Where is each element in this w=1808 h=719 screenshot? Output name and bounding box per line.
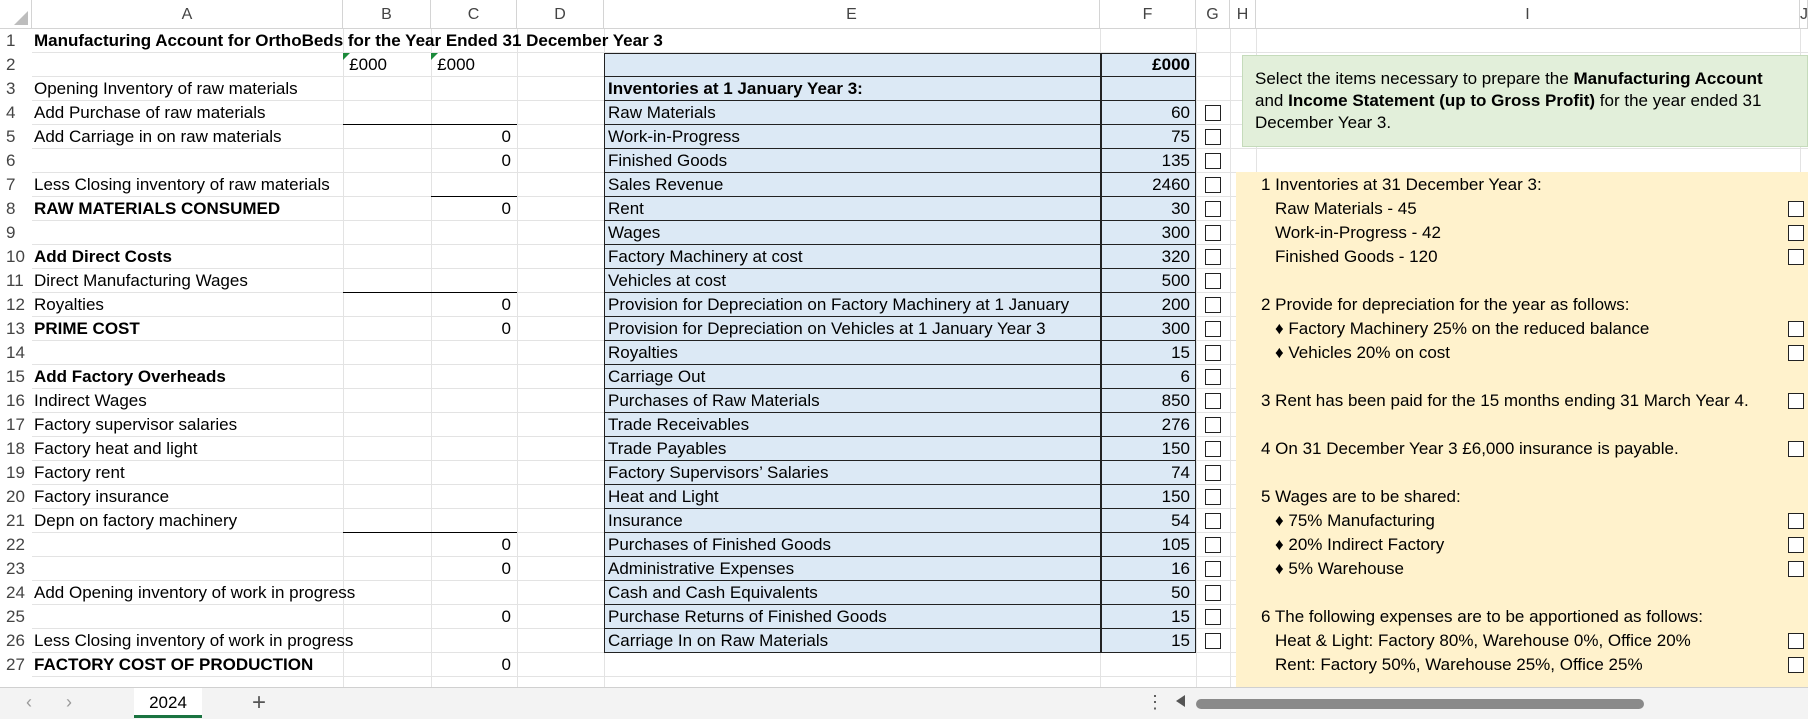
row-header-17[interactable]: 17 (6, 415, 25, 434)
row-header-24[interactable]: 24 (6, 583, 25, 602)
account-line-label[interactable]: Factory rent (34, 463, 125, 482)
adjustment-checkbox[interactable] (1788, 225, 1804, 241)
account-line-label[interactable]: RAW MATERIALS CONSUMED (34, 199, 281, 218)
account-line-value[interactable]: 0 (501, 319, 511, 338)
trial-balance-value[interactable]: 30 (1171, 199, 1190, 218)
select-checkbox[interactable] (1205, 561, 1221, 577)
select-checkbox[interactable] (1205, 513, 1221, 529)
total-border (343, 292, 517, 293)
scroll-left-icon[interactable] (1176, 695, 1185, 707)
adjustment-text: ♦ 20% Indirect Factory (1275, 535, 1445, 554)
select-checkbox[interactable] (1205, 393, 1221, 409)
select-checkbox[interactable] (1205, 273, 1221, 289)
account-line-label[interactable]: Factory insurance (34, 487, 170, 506)
account-line-label[interactable]: Add Opening inventory of work in progress (34, 583, 356, 602)
adjustment-text: ♦ 75% Manufacturing (1275, 511, 1435, 530)
account-line-label[interactable]: Depn on factory machinery (34, 511, 238, 530)
row-header-18[interactable]: 18 (6, 439, 25, 458)
row-header-5[interactable]: 5 (6, 127, 16, 146)
unit-label-f[interactable]: £000 (1152, 55, 1190, 74)
trial-balance-label[interactable]: Carriage In on Raw Materials (608, 631, 829, 650)
account-line-label[interactable]: Direct Manufacturing Wages (34, 271, 248, 290)
trial-balance-label[interactable]: Vehicles at cost (608, 271, 727, 290)
account-line-value[interactable]: 0 (501, 535, 511, 554)
trial-balance-label[interactable]: Trade Payables (608, 439, 727, 458)
adjustment-checkbox[interactable] (1788, 393, 1804, 409)
trial-balance-value[interactable]: 320 (1161, 247, 1190, 266)
trial-balance-value[interactable]: 2460 (1152, 175, 1190, 194)
row-header-19[interactable]: 19 (6, 463, 25, 482)
column-header-b[interactable]: B (343, 0, 431, 28)
select-checkbox[interactable] (1205, 321, 1221, 337)
sheet-tab-bar (0, 687, 1808, 719)
select-checkbox[interactable] (1205, 489, 1221, 505)
adjustment-checkbox[interactable] (1788, 441, 1804, 457)
adjustment-checkbox[interactable] (1788, 321, 1804, 337)
select-checkbox[interactable] (1205, 129, 1221, 145)
trial-balance-value[interactable]: 50 (1171, 583, 1190, 602)
trial-balance-value[interactable]: 150 (1161, 439, 1190, 458)
adjustment-text: 5 Wages are to be shared: (1261, 487, 1461, 506)
trial-balance-value[interactable]: 300 (1161, 319, 1190, 338)
select-checkbox[interactable] (1205, 441, 1221, 457)
trial-balance-label[interactable]: Provision for Depreciation on Vehicles at 1 January Year 3 (608, 319, 1046, 338)
row-header-27[interactable]: 27 (6, 655, 25, 674)
trial-balance-value[interactable]: 6 (1180, 367, 1190, 386)
account-line-label[interactable]: Royalties (34, 295, 104, 314)
row-header-11[interactable]: 11 (6, 271, 24, 290)
trial-balance-label[interactable]: Factory Machinery at cost (608, 247, 803, 266)
row-header-14[interactable]: 14 (6, 343, 25, 362)
row-header-8[interactable]: 8 (6, 199, 16, 218)
gridline-vertical (1196, 28, 1197, 687)
account-line-value[interactable]: 0 (501, 655, 511, 674)
row-header-20[interactable]: 20 (6, 487, 25, 506)
sheet-tab-2024[interactable]: 2024 (134, 688, 202, 718)
instruction-text-mid: and (1255, 91, 1289, 110)
trial-balance-label[interactable]: Royalties (608, 343, 678, 362)
adjustment-checkbox[interactable] (1788, 561, 1804, 577)
row-header-26[interactable]: 26 (6, 631, 25, 650)
instruction-bold-1: Manufacturing Account (1573, 69, 1763, 88)
column-header-i[interactable]: I (1256, 0, 1800, 28)
row-header-12[interactable]: 12 (6, 295, 25, 314)
trial-balance-value[interactable]: 16 (1171, 559, 1190, 578)
select-checkbox[interactable] (1205, 633, 1221, 649)
adjustment-checkbox[interactable] (1788, 345, 1804, 361)
adjustment-text: Raw Materials - 45 (1275, 199, 1417, 218)
adjustment-text: Finished Goods - 120 (1275, 247, 1438, 266)
account-line-label[interactable]: Add Carriage in on raw materials (34, 127, 282, 146)
instruction-text-post: for the year ended 31 December Year 3. (1255, 91, 1762, 132)
trial-balance-label[interactable]: Purchase Returns of Finished Goods (608, 607, 887, 626)
row-header-23[interactable]: 23 (6, 559, 25, 578)
column-header-e[interactable]: E (604, 0, 1100, 28)
row-header-22[interactable]: 22 (6, 535, 25, 554)
select-checkbox[interactable] (1205, 417, 1221, 433)
trial-balance-value[interactable]: 54 (1171, 511, 1190, 530)
account-line-label[interactable]: Add Purchase of raw materials (34, 103, 266, 122)
select-checkbox[interactable] (1205, 369, 1221, 385)
trial-balance-value[interactable]: 15 (1171, 631, 1190, 650)
trial-balance-label[interactable]: Raw Materials (608, 103, 716, 122)
trial-balance-label[interactable]: Factory Supervisors’ Salaries (608, 463, 829, 482)
select-checkbox[interactable] (1205, 153, 1221, 169)
account-title[interactable]: Manufacturing Account for OrthoBeds for the Year Ended 31 December Year 3 (34, 31, 663, 50)
trial-balance-value[interactable]: 135 (1161, 151, 1190, 170)
column-header-bar (0, 0, 1808, 29)
trial-balance-label[interactable]: Provision for Depreciation on Factory Machinery at 1 January (608, 295, 1070, 314)
instruction-text-pre: Select the items necessary to prepare the (1255, 69, 1574, 88)
trial-balance-label[interactable]: Wages (608, 223, 661, 242)
add-sheet-icon[interactable]: + (252, 689, 267, 716)
more-options-icon[interactable]: ⋮ (1146, 692, 1164, 712)
select-checkbox[interactable] (1205, 585, 1221, 601)
trial-balance-label[interactable]: Purchases of Raw Materials (608, 391, 820, 410)
gridline-vertical (517, 28, 518, 687)
adjustment-text: Rent: Factory 50%, Warehouse 25%, Office 25% (1275, 655, 1643, 674)
trial-balance-value[interactable]: 500 (1161, 271, 1190, 290)
adjustment-checkbox[interactable] (1788, 633, 1804, 649)
account-line-value[interactable]: 0 (501, 295, 511, 314)
column-header-c[interactable]: C (431, 0, 517, 28)
row-header-16[interactable]: 16 (6, 391, 25, 410)
adjustment-text: ♦ Vehicles 20% on cost (1275, 343, 1450, 362)
trial-balance-value[interactable]: 60 (1171, 103, 1190, 122)
select-checkbox[interactable] (1205, 537, 1221, 553)
account-line-value[interactable]: 0 (501, 607, 511, 626)
row-header-10[interactable]: 10 (6, 247, 25, 266)
trial-balance-label[interactable]: Purchases of Finished Goods (608, 535, 832, 554)
trial-balance-label[interactable]: Inventories at 1 January Year 3: (608, 79, 863, 98)
trial-balance-value[interactable]: 850 (1161, 391, 1190, 410)
next-sheet-icon[interactable]: › (66, 692, 72, 712)
trial-balance-label[interactable]: Work-in-Progress (608, 127, 740, 146)
trial-balance-label[interactable]: Sales Revenue (608, 175, 724, 194)
unit-label-b[interactable]: £000 (349, 55, 387, 74)
row-header-4[interactable]: 4 (6, 103, 16, 122)
trial-balance-value[interactable]: 200 (1161, 295, 1190, 314)
trial-balance-label[interactable]: Insurance (608, 511, 683, 530)
trial-balance-value[interactable]: 74 (1171, 463, 1190, 482)
adjustment-text: 6 The following expenses are to be apportioned as follows: (1261, 607, 1703, 626)
trial-balance-label[interactable]: Trade Receivables (608, 415, 750, 434)
row-header-3[interactable]: 3 (6, 79, 16, 98)
column-header-a[interactable]: A (32, 0, 343, 28)
account-line-value[interactable]: 0 (501, 127, 511, 146)
row-header-21[interactable]: 21 (6, 511, 25, 530)
account-line-label[interactable]: Less Closing inventory of work in progress (34, 631, 354, 650)
select-checkbox[interactable] (1205, 177, 1221, 193)
account-line-label[interactable]: Opening Inventory of raw materials (34, 79, 298, 98)
row-header-2[interactable]: 2 (6, 55, 16, 74)
trial-balance-value[interactable]: 15 (1171, 343, 1190, 362)
adjustment-checkbox[interactable] (1788, 537, 1804, 553)
column-header-j[interactable]: J (1800, 0, 1808, 28)
prev-sheet-icon[interactable]: ‹ (26, 692, 32, 712)
account-line-value[interactable]: 0 (501, 199, 511, 218)
column-header-h[interactable]: H (1230, 0, 1256, 28)
trial-balance-label[interactable]: Administrative Expenses (608, 559, 795, 578)
row-header-15[interactable]: 15 (6, 367, 25, 386)
trial-balance-value[interactable]: 276 (1161, 415, 1190, 434)
row-header-9[interactable]: 9 (6, 223, 16, 242)
column-header-f[interactable]: F (1100, 0, 1196, 28)
trial-balance-label[interactable]: Finished Goods (608, 151, 728, 170)
trial-balance-value[interactable]: 105 (1161, 535, 1190, 554)
select-checkbox[interactable] (1205, 345, 1221, 361)
adjustment-checkbox[interactable] (1788, 201, 1804, 217)
account-line-label[interactable]: PRIME COST (34, 319, 140, 338)
row-header-6[interactable]: 6 (6, 151, 16, 170)
trial-balance-label[interactable]: Carriage Out (608, 367, 706, 386)
instruction-bold-2: Income Statement (up to Gross Profit) (1288, 91, 1596, 110)
select-checkbox[interactable] (1205, 105, 1221, 121)
adjustment-text: 1 Inventories at 31 December Year 3: (1261, 175, 1542, 194)
adjustment-checkbox[interactable] (1788, 657, 1804, 673)
column-header-g[interactable]: G (1196, 0, 1230, 28)
row-header-7[interactable]: 7 (6, 175, 16, 194)
account-line-label[interactable]: FACTORY COST OF PRODUCTION (34, 655, 314, 674)
row-header-25[interactable]: 25 (6, 607, 25, 626)
row-header-1[interactable]: 1 (6, 31, 16, 50)
adjustment-text: ♦ Factory Machinery 25% on the reduced balance (1275, 319, 1650, 338)
account-line-label[interactable]: Factory supervisor salaries (34, 415, 238, 434)
account-line-label[interactable]: Add Factory Overheads (34, 367, 226, 386)
adjustment-checkbox[interactable] (1788, 249, 1804, 265)
trial-balance-label[interactable]: Rent (608, 199, 644, 218)
total-border (431, 196, 517, 197)
adjustment-text: 2 Provide for depreciation for the year as follows: (1261, 295, 1630, 314)
total-border (343, 124, 517, 125)
trial-balance-value[interactable]: 150 (1161, 487, 1190, 506)
trial-balance-label[interactable]: Heat and Light (608, 487, 719, 506)
select-all-corner[interactable] (0, 0, 32, 28)
gridline-vertical (1230, 28, 1231, 687)
select-checkbox[interactable] (1205, 249, 1221, 265)
select-checkbox[interactable] (1205, 225, 1221, 241)
total-border (343, 532, 517, 533)
account-line-label[interactable]: Indirect Wages (34, 391, 147, 410)
instruction-panel (1242, 55, 1808, 147)
row-header-13[interactable]: 13 (6, 319, 25, 338)
account-line-value[interactable]: 0 (501, 559, 511, 578)
select-checkbox[interactable] (1205, 609, 1221, 625)
trial-balance-value[interactable]: 300 (1161, 223, 1190, 242)
trial-balance-label[interactable]: Cash and Cash Equivalents (608, 583, 818, 602)
adjustment-checkbox[interactable] (1788, 513, 1804, 529)
account-line-value[interactable]: 0 (501, 151, 511, 170)
select-checkbox[interactable] (1205, 201, 1221, 217)
adjustment-text: Heat & Light: Factory 80%, Warehouse 0%, Office 20% (1275, 631, 1691, 650)
account-line-label[interactable]: Less Closing inventory of raw materials (34, 175, 330, 194)
horizontal-scrollbar[interactable] (1196, 699, 1644, 709)
adjustment-text: Work-in-Progress - 42 (1275, 223, 1441, 242)
trial-balance-value[interactable]: 75 (1171, 127, 1190, 146)
adjustment-text: 3 Rent has been paid for the 15 months ending 31 March Year 4. (1261, 391, 1749, 410)
select-checkbox[interactable] (1205, 297, 1221, 313)
select-checkbox[interactable] (1205, 465, 1221, 481)
trial-balance-value[interactable]: 15 (1171, 607, 1190, 626)
account-line-label[interactable]: Add Direct Costs (34, 247, 172, 266)
column-header-d[interactable]: D (517, 0, 604, 28)
adjustment-text: 4 On 31 December Year 3 £6,000 insurance is payable. (1261, 439, 1679, 458)
unit-label-c[interactable]: £000 (437, 55, 475, 74)
adjustment-text: ♦ 5% Warehouse (1275, 559, 1404, 578)
account-line-label[interactable]: Factory heat and light (34, 439, 198, 458)
